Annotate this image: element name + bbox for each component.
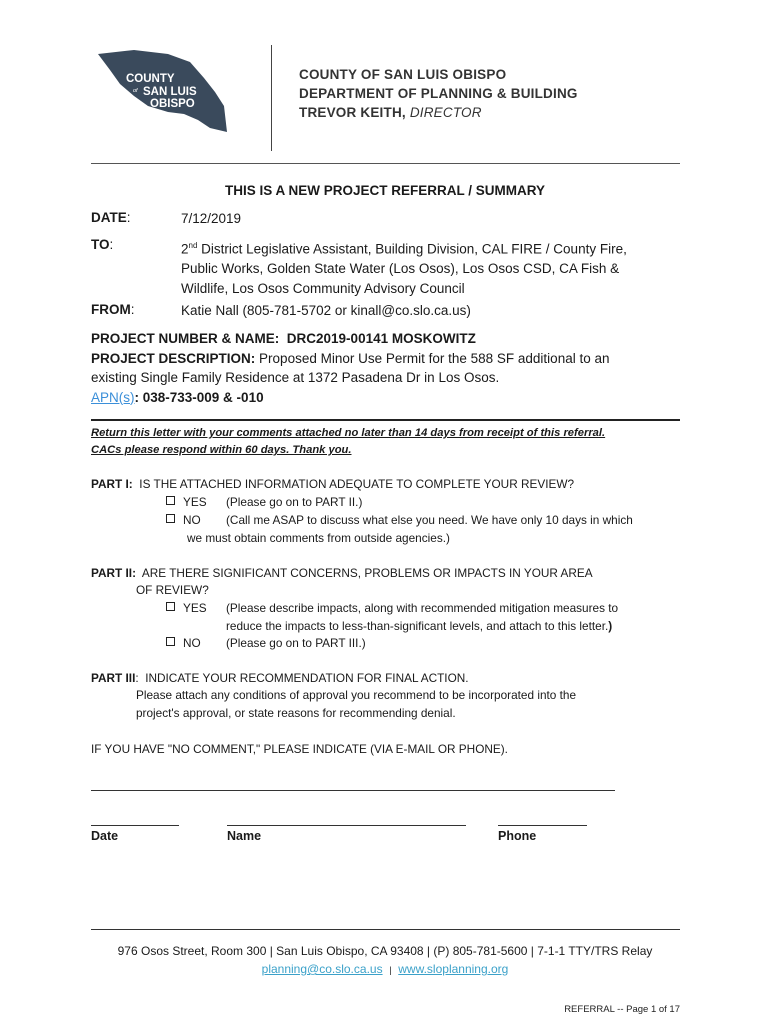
to-line1 — [181, 236, 681, 259]
part2-no-label: NO — [183, 636, 201, 650]
part3-colon: : — [135, 671, 139, 685]
footer-links — [0, 962, 770, 976]
project-number-value: DRC2019-00141 MOSKOWITZ — [286, 331, 476, 346]
date-signature-line[interactable] — [91, 825, 179, 826]
footer-rule — [91, 929, 680, 930]
part2-yes-text2-end: ) — [608, 619, 613, 633]
department-name: DEPARTMENT OF PLANNING & BUILDING — [299, 86, 578, 101]
part1-no-text2: we must obtain comments from outside agencies.) — [187, 531, 450, 545]
project-block — [91, 329, 681, 407]
to-label: TO — [91, 237, 110, 252]
to-line1-text: District Legislative Assistant, Building Division, CAL FIRE / County Fire, — [197, 241, 627, 257]
part1-no-checkbox[interactable] — [166, 514, 175, 523]
phone-signature-line[interactable] — [498, 825, 587, 826]
footer-address: 976 Osos Street, Room 300 | San Luis Obispo, CA 93408 | (P) 805-781-5600 | 7-1-1 TTY/TRS Relay — [117, 944, 653, 958]
part1-yes-label: YES — [183, 495, 207, 509]
part1-no-text1: (Call me ASAP to discuss what else you need. We have only 10 days in which — [226, 513, 633, 527]
part1-no-row — [166, 512, 201, 530]
part2-yes-checkbox[interactable] — [166, 602, 175, 611]
project-number-row — [91, 329, 681, 349]
project-number-label: PROJECT NUMBER & NAME: — [91, 331, 280, 346]
to-recipients — [181, 236, 681, 298]
date-colon: : — [126, 210, 131, 225]
part2-yes-label: YES — [183, 601, 207, 615]
apn-row — [91, 388, 681, 408]
date-label-row — [91, 210, 131, 225]
to-sup: nd — [188, 241, 198, 250]
project-desc-row — [91, 349, 681, 369]
part2-yes-text1: (Please describe impacts, along with recommended mitigation measures to — [226, 601, 619, 615]
part3-heading — [91, 670, 469, 688]
page-number: REFERRAL -- Page 1 of 17 — [564, 1004, 680, 1015]
part2-no-row — [166, 635, 201, 653]
to-line3: Wildlife, Los Osos Community Advisory Council — [181, 280, 465, 296]
return-note-line1: Return this letter with your comments attached no later than 14 days from receipt of this referral. — [91, 427, 606, 439]
name-signature-label: Name — [227, 829, 262, 843]
logo-line2: SAN LUIS — [143, 86, 197, 98]
part2-heading — [91, 565, 593, 583]
name-signature-line[interactable] — [227, 825, 466, 826]
apn-value: : 038-733-009 & -010 — [134, 389, 264, 405]
no-comment-note: IF YOU HAVE "NO COMMENT," PLEASE INDICATE (VIA E-MAIL OR PHONE). — [91, 742, 508, 756]
return-rule — [91, 419, 680, 421]
footer-link-separator: | — [389, 965, 392, 975]
part3-question: INDICATE YOUR RECOMMENDATION FOR FINAL ACTION. — [145, 671, 469, 685]
header-rule — [91, 163, 680, 164]
logo-line2-small: of — [133, 88, 138, 94]
comment-line[interactable] — [91, 790, 615, 791]
org-name: COUNTY OF SAN LUIS OBISPO — [299, 67, 507, 82]
to-line2: Public Works, Golden State Water (Los Osos), Los Osos CSD, CA Fish & — [181, 261, 620, 276]
apn-link[interactable]: APN(s) — [91, 389, 135, 405]
director-title: DIRECTOR — [409, 105, 482, 120]
part2-question2: OF REVIEW? — [136, 583, 209, 597]
county-logo — [94, 48, 230, 134]
date-label: DATE — [91, 210, 127, 225]
from-value: Katie Nall (805-781-5702 or kinall@co.slo.ca.us) — [181, 303, 471, 318]
to-num: 2 — [181, 241, 189, 257]
part3-text1: Please attach any conditions of approval you recommend to be incorporated into the — [136, 688, 577, 702]
footer-email-link[interactable]: planning@co.slo.ca.us — [261, 962, 383, 976]
part3-label: PART III — [91, 671, 136, 685]
part1-no-label: NO — [183, 513, 201, 527]
part2-no-checkbox[interactable] — [166, 637, 175, 646]
to-colon: : — [109, 237, 114, 252]
part1-label: PART I: — [91, 477, 133, 491]
project-desc-label: PROJECT DESCRIPTION: — [91, 350, 256, 366]
part2-no-text: (Please go on to PART III.) — [226, 636, 366, 650]
part1-yes-text: (Please go on to PART II.) — [226, 495, 363, 509]
return-note — [91, 425, 691, 459]
part2-label: PART II: — [91, 566, 136, 580]
director-name: TREVOR KEITH, — [299, 105, 406, 120]
project-desc-line2: existing Single Family Residence at 1372 Pasadena Dr in Los Osos. — [91, 370, 500, 385]
logo-line3: OBISPO — [150, 98, 195, 110]
return-note-line2: CACs please respond within 60 days. Thank you. — [91, 444, 352, 456]
part3-text2: project's approval, or state reasons for recommending denial. — [136, 706, 456, 720]
from-label-row — [91, 302, 135, 317]
part2-yes-text2-row — [226, 618, 612, 636]
project-desc-line1: Proposed Minor Use Permit for the 588 SF additional to an — [259, 350, 610, 366]
part1-yes-row — [166, 494, 207, 512]
page-title: THIS IS A NEW PROJECT REFERRAL / SUMMARY — [224, 183, 546, 198]
phone-signature-label: Phone — [498, 829, 537, 843]
logo-line1: COUNTY — [126, 73, 175, 85]
date-signature-label: Date — [91, 829, 119, 843]
date-value: 7/12/2019 — [181, 211, 242, 226]
part2-question1: ARE THERE SIGNIFICANT CONCERNS, PROBLEMS OR IMPACTS IN YOUR AREA — [141, 566, 593, 580]
part1-yes-checkbox[interactable] — [166, 496, 175, 505]
to-label-row — [91, 237, 113, 252]
part2-yes-row — [166, 600, 207, 618]
part1-question: IS THE ATTACHED INFORMATION ADEQUATE TO COMPLETE YOUR REVIEW? — [139, 477, 575, 491]
footer-website-link[interactable]: www.sloplanning.org — [398, 962, 509, 976]
from-label: FROM — [91, 302, 131, 317]
header-divider — [271, 45, 272, 151]
from-colon: : — [130, 302, 135, 317]
part2-yes-text2: reduce the impacts to less-than-significant levels, and attach to this letter. — [226, 619, 609, 633]
part1-heading — [91, 476, 574, 494]
director-line — [299, 105, 482, 120]
